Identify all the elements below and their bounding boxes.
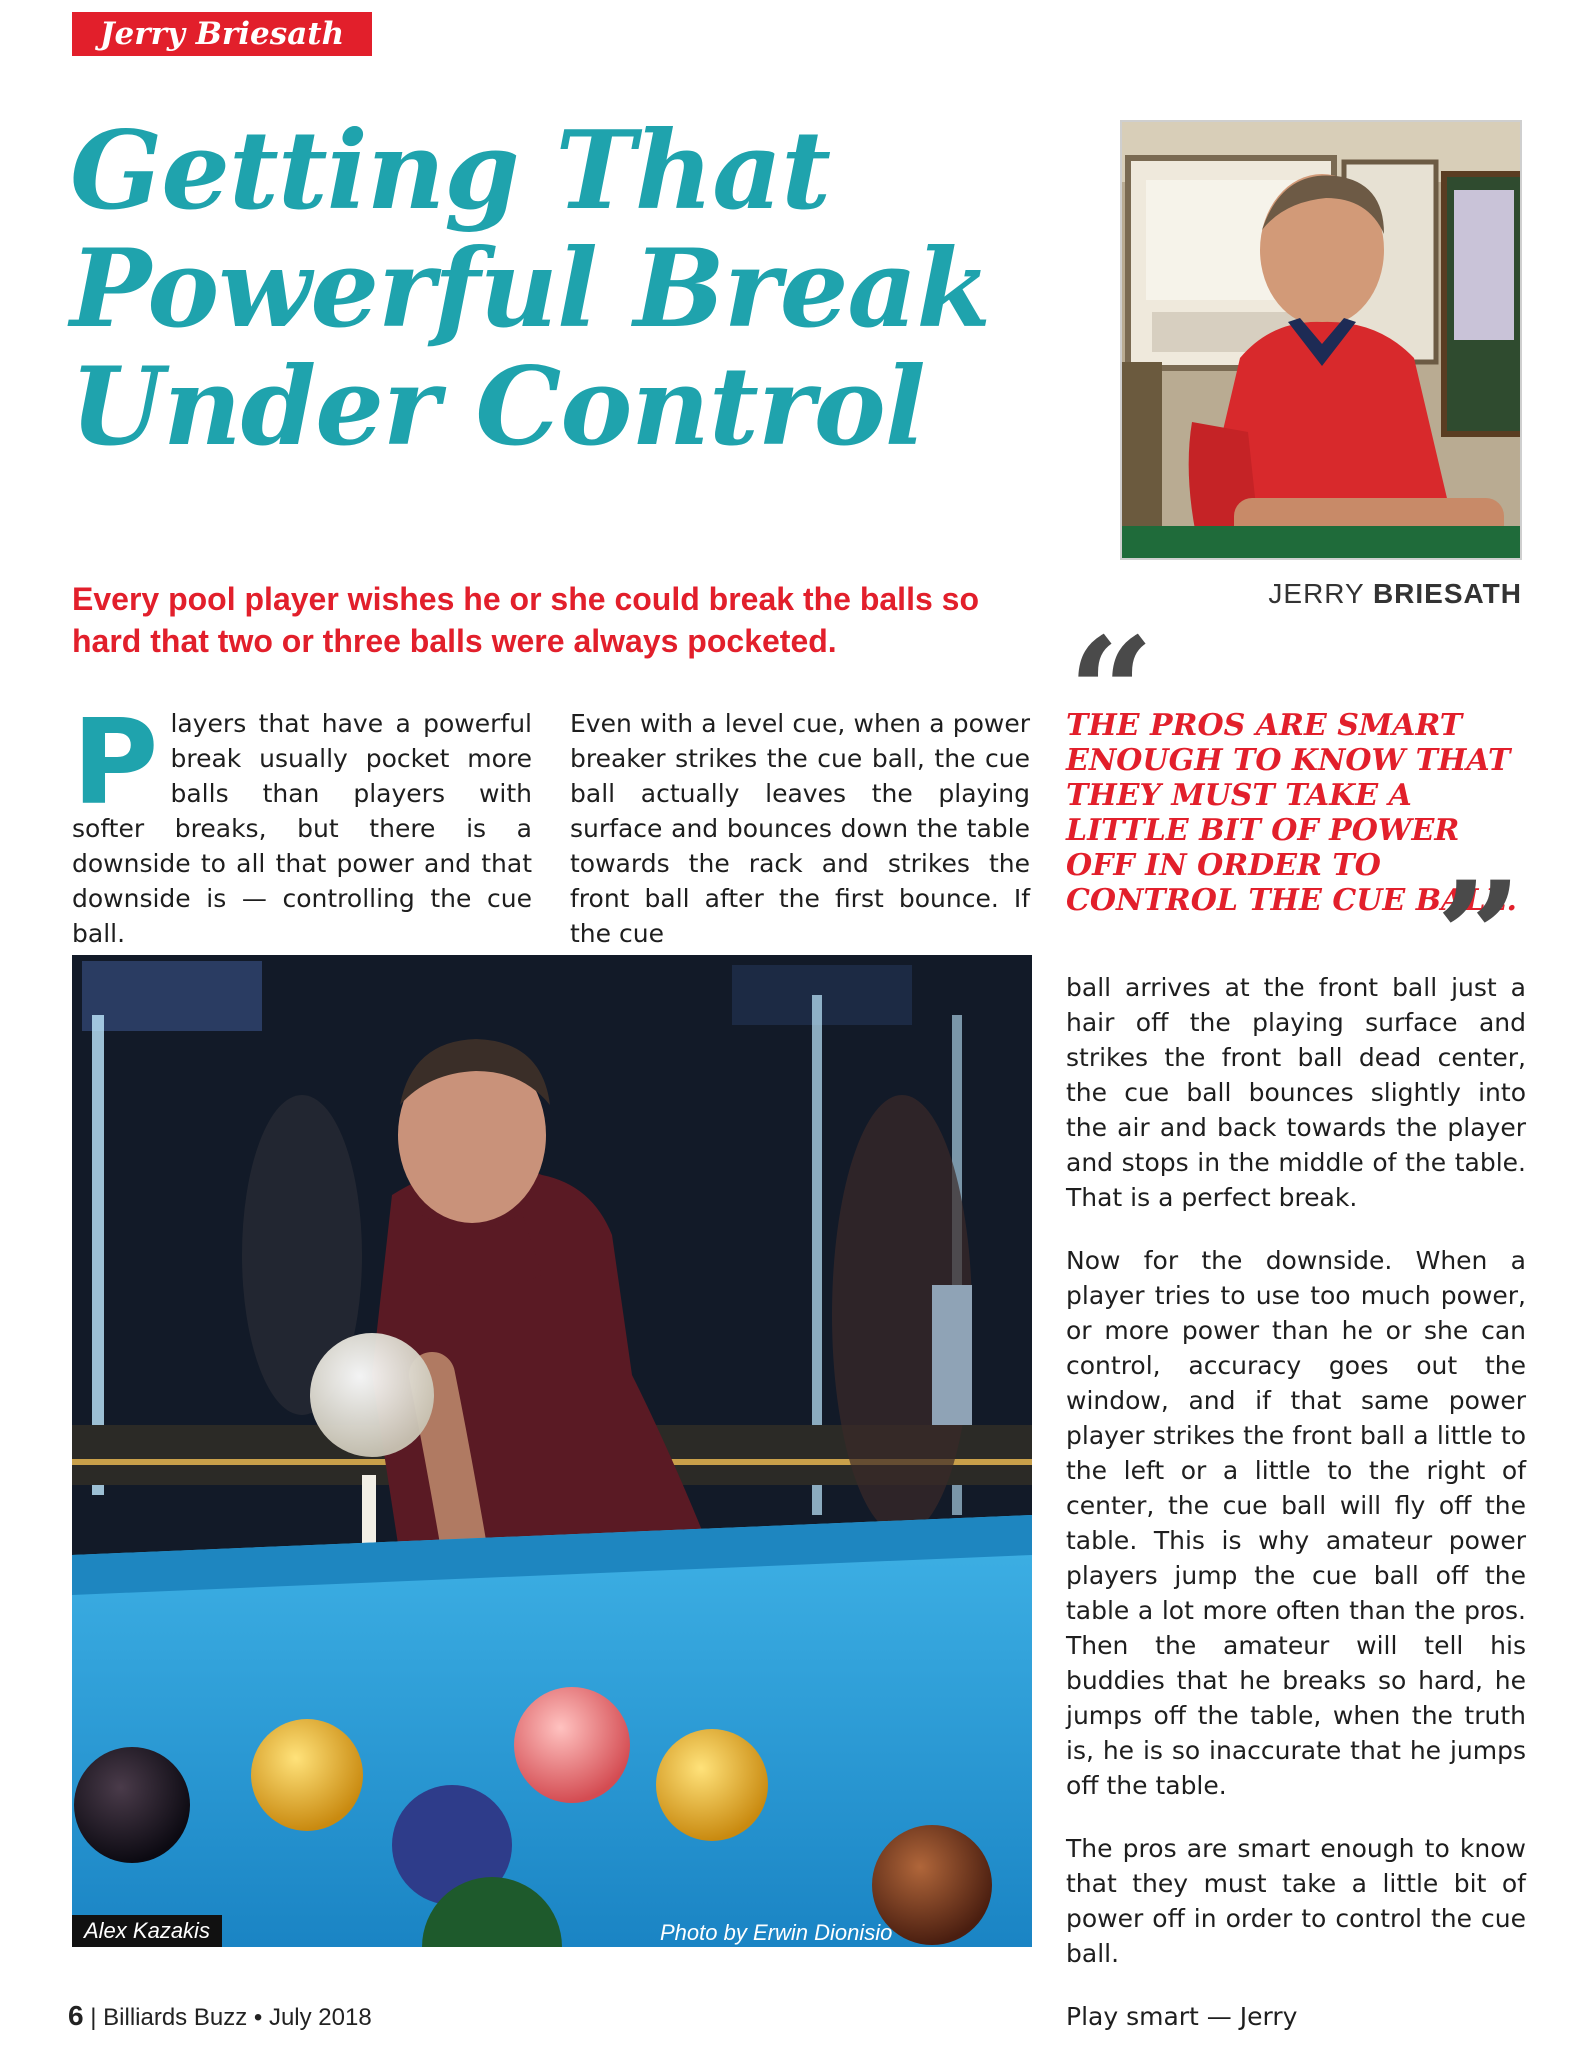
- photo-credit: Photo by Erwin Dionisio: [660, 1920, 893, 1945]
- photo-subject-label: Alex Kazakis: [72, 1915, 222, 1947]
- author-photo-caption: [1120, 578, 1522, 610]
- author-caption-first: JERRY: [1268, 578, 1365, 609]
- publication-name: Billiards Buzz: [103, 2004, 248, 2031]
- article-paragraph: The pros are smart enough to know that they must take a little bit of power off in order to control the cue ball.: [1066, 1834, 1526, 1968]
- folio-bullet: •: [253, 2004, 263, 2031]
- article-column-2: Even with a level cue, when a power breaker strikes the cue ball, the cue ball actually leaves the playing surface and bounces down the table towards the rack and strikes the front ball after the first bounce. If the cue: [570, 709, 1030, 948]
- headline-line-3: Under Control: [70, 344, 925, 470]
- headline-line-1: Getting That: [70, 108, 831, 234]
- page-footer: [68, 2000, 372, 2034]
- article-column-1: [72, 693, 532, 951]
- deck: Every pool player wishes he or she could break the balls so hard that two or three balls were always pocketed.: [72, 581, 979, 659]
- author-kicker: Jerry Briesath: [72, 12, 372, 56]
- page-number: 6: [68, 2000, 84, 2031]
- headline: [70, 108, 1080, 470]
- article-signoff: Play smart — Jerry: [1066, 2002, 1298, 2031]
- open-quote-icon: “: [1068, 605, 1155, 781]
- pull-quote-text: THE PROS ARE SMART ENOUGH TO KNOW THAT THEY MUST TAKE A LITTLE BIT OF POWER OFF IN ORDER TO CONTROL THE CUE BALL.: [1066, 708, 1517, 918]
- author-photo: [1120, 120, 1522, 560]
- main-photo: [72, 955, 1032, 1947]
- article-col1-text: layers that have a powerful break usually pocket more balls than players with softer breaks, but there is a downside to all that power and that downside is — controlling the cue ball.: [72, 709, 532, 948]
- issue-date: July 2018: [268, 2004, 372, 2031]
- pull-quote: [1064, 605, 1526, 1025]
- headline-line-2: Powerful Break: [70, 226, 991, 352]
- close-quote-icon: ”: [1435, 849, 1522, 1025]
- author-caption-last: BRIESATH: [1372, 578, 1522, 609]
- article-paragraph: ball arrives at the front ball just a hair off the playing surface and strikes the front ball dead center, the cue ball bounces slightly into the air and back towards the player and stops in the middle of the table. That is a perfect break.: [1066, 973, 1526, 1212]
- drop-cap: P: [72, 693, 159, 831]
- article-column-3: [1066, 970, 1526, 2062]
- author-portrait-illustration: [1122, 122, 1522, 560]
- folio-separator: |: [90, 2004, 97, 2031]
- pool-player-illustration: [72, 955, 1032, 1947]
- article-paragraph: Now for the downside. When a player tries to use too much power, or more power than he or she can control, accuracy goes out the window, and if that same power player strikes the front ball a little to the left or a little to the right of center, the cue ball will fly off the table. This is why amateur power players jump the cue ball off the table a lot more often than the pros. Then the amateur will tell his buddies that he breaks so hard, he jumps off the table, when the truth is, he is so inaccurate that he jumps off the table.: [1066, 1246, 1526, 1800]
